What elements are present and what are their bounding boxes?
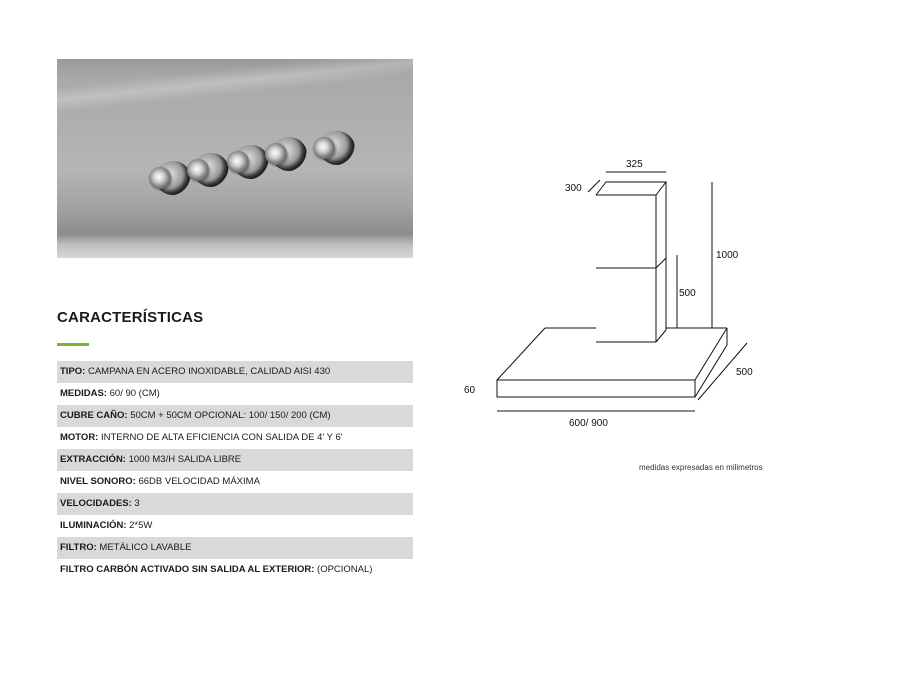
spec-label: ILUMINACIÓN:: [60, 520, 127, 531]
spec-label: TIPO:: [60, 366, 86, 377]
spec-value: (OPCIONAL): [314, 564, 373, 575]
spec-label: MEDIDAS:: [60, 388, 107, 399]
dim-325: 325: [626, 159, 643, 170]
dim-500: 500: [679, 288, 696, 299]
dim-600-900: 600/ 900: [569, 418, 608, 429]
dim-300: 300: [565, 183, 582, 194]
spec-value: INTERNO DE ALTA EFICIENCIA CON SALIDA DE 4' Y 6': [98, 432, 343, 443]
spec-value: METÁLICO LAVABLE: [96, 542, 192, 553]
control-knob-4: [271, 137, 307, 171]
spec-label: FILTRO:: [60, 542, 97, 553]
hood-edge: [497, 328, 545, 380]
spec-value: 66DB VELOCIDAD MÁXIMA: [135, 476, 260, 487]
spec-row: [57, 427, 413, 449]
spec-label: MOTOR:: [60, 432, 99, 443]
control-knob-5: [319, 131, 355, 165]
dim-500-depth: 500: [736, 367, 753, 378]
spec-value: 50CM + 50CM OPCIONAL: 100/ 150/ 200 (CM): [127, 410, 331, 421]
spec-value: 1000 M3/H SALIDA LIBRE: [125, 454, 242, 465]
spec-row: [57, 515, 413, 537]
spec-row: [57, 559, 413, 581]
dim-60: 60: [464, 385, 476, 396]
photo-sheen: [57, 59, 413, 115]
chimney-top-outline: [596, 182, 666, 195]
section-title: CARACTERÍSTICAS: [57, 309, 204, 326]
spec-label: FILTRO CARBÓN ACTIVADO SIN SALIDA AL EXTERIOR:: [60, 564, 315, 575]
spec-value: 2*5W: [126, 520, 153, 531]
control-knob-2: [193, 153, 229, 187]
spec-row: [57, 405, 413, 427]
dim-1000: 1000: [716, 250, 739, 261]
spec-value: CAMPANA EN ACERO INOXIDABLE, CALIDAD AISI 430: [85, 366, 331, 377]
control-knob-1: [155, 161, 191, 195]
footnote: medidas expresadas en milimetros: [639, 463, 763, 472]
spec-label: VELOCIDADES:: [60, 498, 132, 509]
spec-row: [57, 361, 413, 383]
dimension-diagram: [455, 150, 815, 440]
spec-label: CUBRE CAÑO:: [60, 410, 128, 421]
spec-value: 60/ 90 (CM): [106, 388, 160, 399]
spec-table: [57, 361, 413, 581]
title-accent-bar: [57, 343, 89, 346]
spec-value: 3: [131, 498, 140, 509]
hood-edge: [695, 345, 727, 397]
chimney-edge: [656, 330, 666, 342]
spec-label: NIVEL SONORO:: [60, 476, 136, 487]
spec-row: [57, 493, 413, 515]
hood-front: [497, 380, 695, 397]
spec-label: EXTRACCIÓN:: [60, 454, 126, 465]
spec-row: [57, 537, 413, 559]
dimension-line-300: [588, 180, 600, 192]
spec-row: [57, 471, 413, 493]
spec-row: [57, 383, 413, 405]
spec-row: [57, 449, 413, 471]
product-photo: [57, 59, 413, 258]
control-knob-3: [233, 145, 269, 179]
